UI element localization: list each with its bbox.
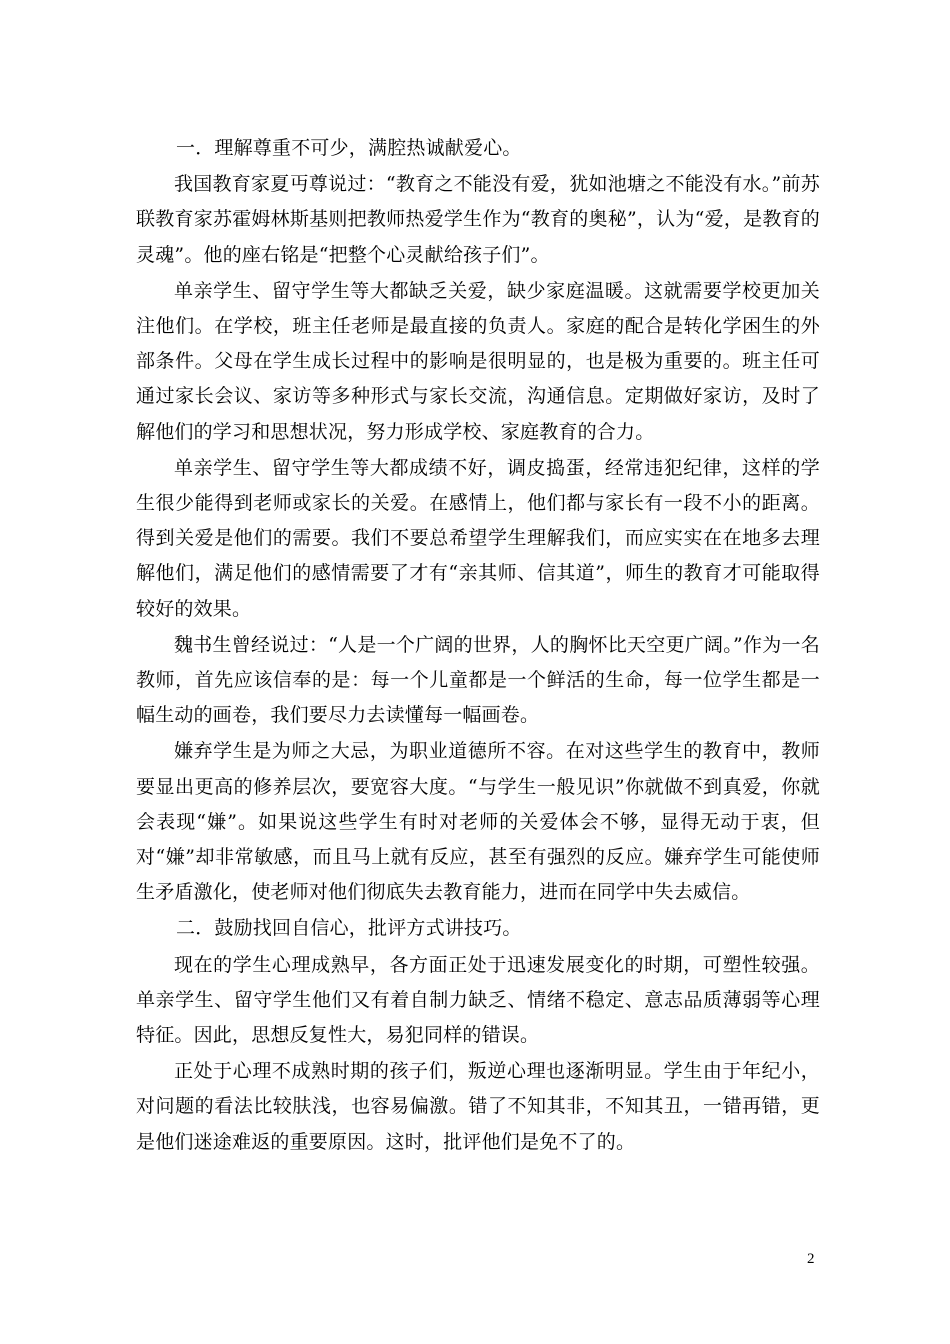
paragraph: 现在的学生心理成熟早，各方面正处于迅速发展变化的时期，可塑性较强。单亲学生、留守学生他们又有着自制力缺乏、情绪不稳定、意志品质薄弱等心理特征。因此，思想反复性大，易犯同样的错误。 [136,953,820,1047]
page-number: 2 [807,1251,815,1267]
paragraph: 正处于心理不成熟时期的孩子们，叛逆心理也逐渐明显。学生由于年纪小，对问题的看法比较肤浅，也容易偏激。错了不知其非，不知其丑，一错再错，更是他们迷途难返的重要原因。这时，批评他们是免不了的。 [136,1060,820,1153]
paragraph: 魏书生曾经说过：“人是一个广阔的世界，人的胸怀比天空更广阔。”作为一名教师，首先应该信奉的是：每一个儿童都是一个鲜活的生命，每一位学生都是一幅生动的画卷，我们要尽力去读懂每一幅画卷。 [136,633,820,727]
document-body [136,131,820,1160]
paragraph: 单亲学生、留守学生等大都缺乏关爱，缺少家庭温暖。这就需要学校更加关注他们。在学校，班主任老师是最直接的负责人。家庭的配合是转化学困生的外部条件。父母在学生成长过程中的影响是很明显的，也是极为重要的。班主任可通过家长会议、家访等多种形式与家长交流，沟通信息。定期做好家访，及时了解他们的学习和思想状况，努力形成学校、家庭教育的合力。 [136,279,820,443]
paragraph: 单亲学生、留守学生等大都成绩不好，调皮捣蛋，经常违犯纪律，这样的学生很少能得到老师或家长的关爱。在感情上，他们都与家长有一段不小的距离。得到关爱是他们的需要。我们不要总希望学生理解我们，而应实实在在地多去理解他们，满足他们的感情需要了才有“亲其师、信其道”，师生的教育才可能取得较好的效果。 [136,456,820,620]
section-heading-1: 一．理解尊重不可少，满腔热诚献爱心。 [176,137,522,159]
paragraph: 我国教育家夏丏尊说过：“教育之不能没有爱，犹如池塘之不能没有水。”前苏联教育家苏霍姆林斯基则把教师热爱学生作为“教育的奥秘”，认为“爱，是教育的灵魂”。他的座右铭是“把整个心灵献给孩子们”。 [136,173,820,266]
paragraph: 嫌弃学生是为师之大忌，为职业道德所不容。在对这些学生的教育中，教师要显出更高的修养层次，要宽容大度。“与学生一般见识”你就做不到真爱，你就会表现“嫌”。如果说这些学生有时对老师的关爱体会不够，显得无动于衷，但对“嫌”却非常敏感，而且马上就有反应，甚至有强烈的反应。嫌弃学生可能使师生矛盾激化，使老师对他们彻底失去教育能力，进而在同学中失去威信。 [136,740,820,904]
section-heading-2: 二．鼓励找回自信心，批评方式讲技巧。 [176,917,522,940]
